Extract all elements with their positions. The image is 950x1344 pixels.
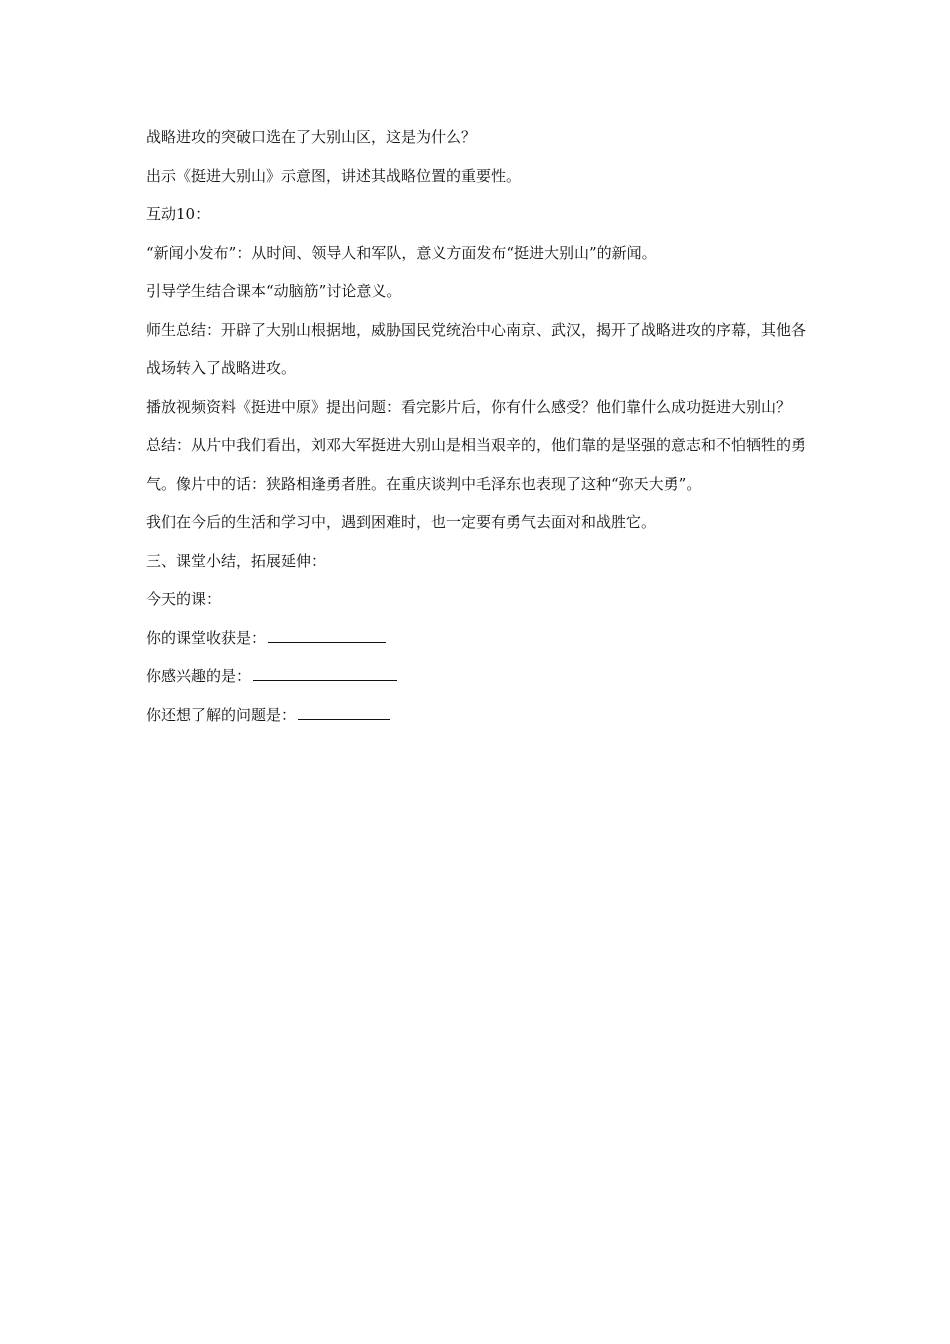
paragraph-interaction-heading: 互动10： <box>146 205 211 223</box>
prompt-further-question <box>146 696 810 735</box>
interest-answer-blank[interactable] <box>253 666 397 681</box>
paragraph-breakthrough-question: 战略进攻的突破口选在了大别山区，这是为什么？ <box>146 128 477 146</box>
paragraph-news-release: “新闻小发布”：从时间、领导人和军队，意义方面发布“挺进大别山”的新闻。 <box>146 243 657 262</box>
prompt-interest-label: 你感兴趣的是： <box>146 667 252 685</box>
paragraph-video-question: 播放视频资料《挺进中原》提出问题：看完影片后，你有什么感受？他们靠什么成功挺进大别山？ <box>146 397 792 416</box>
prompt-harvest <box>146 619 810 658</box>
section-heading-class-summary: 三、课堂小结，拓展延伸： <box>146 551 327 570</box>
paragraph-todays-lesson: 今天的课： <box>146 590 222 608</box>
document-body <box>146 118 810 734</box>
prompt-interest <box>146 657 810 696</box>
paragraph-show-map: 出示《挺进大别山》示意图，讲述其战略位置的重要性。 <box>146 166 522 185</box>
paragraph-teacher-summary: 师生总结：开辟了大别山根据地，威胁国民党统治中心南京、武汉，揭开了战略进攻的序幕，其他各战场转入了战略进攻。 <box>146 320 807 377</box>
prompt-harvest-label: 你的课堂收获是： <box>146 628 267 647</box>
further-question-answer-blank[interactable] <box>298 705 390 720</box>
prompt-further-question-label: 你还想了解的问题是： <box>146 705 297 724</box>
paragraph-summary-courage: 总结：从片中我们看出，刘邓大军挺进大别山是相当艰辛的，他们靠的是坚强的意志和不怕牺牲的勇气。像片中的话：狭路相逢勇者胜。在重庆谈判中毛泽东也表现了这种“弥天大勇”。 <box>146 436 807 493</box>
paragraph-face-difficulties: 我们在今后的生活和学习中，遇到困难时，也一定要有勇气去面对和战胜它。 <box>146 513 657 531</box>
paragraph-guide-discussion: 引导学生结合课本“动脑筋”讨论意义。 <box>146 282 402 300</box>
harvest-answer-blank[interactable] <box>268 628 386 643</box>
